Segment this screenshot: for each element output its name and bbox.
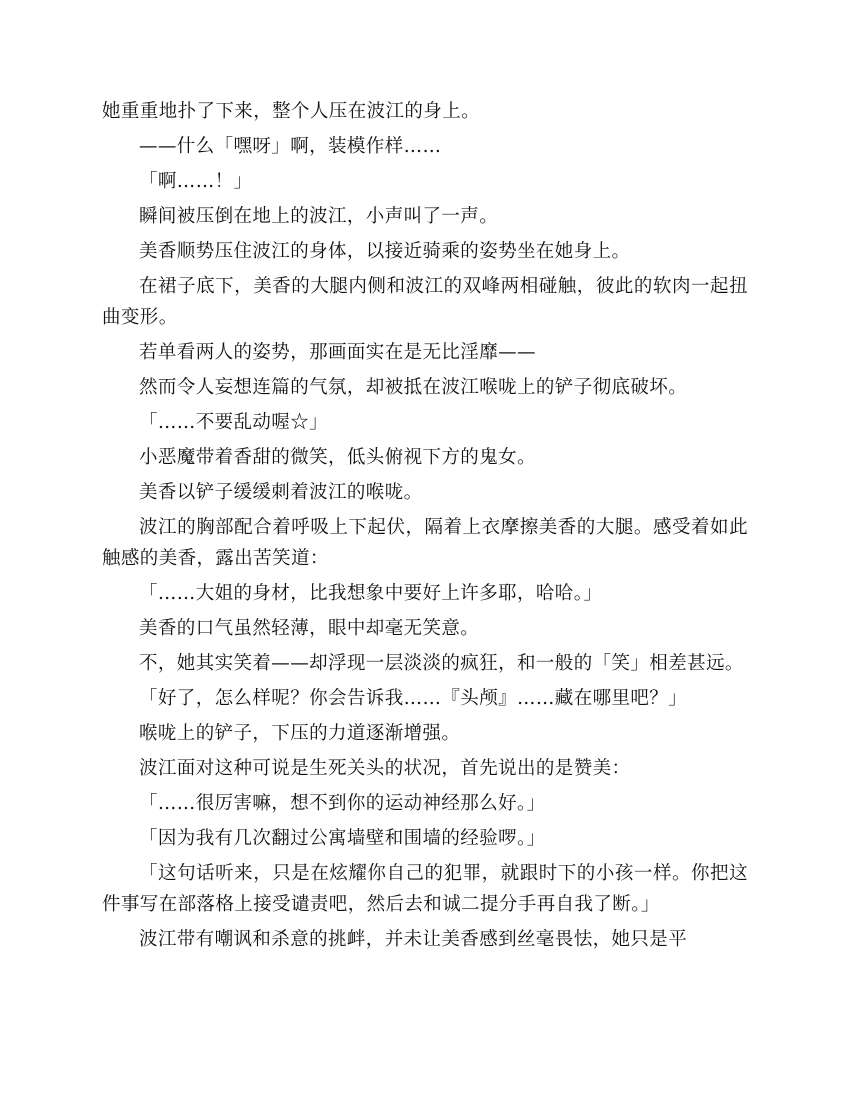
paragraph: 不，她其实笑着——却浮现一层淡淡的疯狂，和一般的「笑」相差甚远。 <box>139 653 744 674</box>
paragraph: 小恶魔带着香甜的微笑，低头俯视下方的鬼女。 <box>139 447 536 468</box>
paragraph: 在裙子底下，美香的大腿内侧和波江的双峰两相碰触，彼此的软肉一起扭曲变形。 <box>102 276 748 328</box>
paragraph: 喉咙上的铲子，下压的力道逐渐增强。 <box>139 723 461 744</box>
paragraph: 美香以铲子缓缓刺着波江的喉咙。 <box>139 482 423 503</box>
paragraph: 「……不要乱动喔☆」 <box>139 412 329 433</box>
paragraph: 然而令人妄想连篇的气氛，却被抵在波江喉咙上的铲子彻底破坏。 <box>139 377 688 398</box>
paragraph: 「……大姐的身材，比我想象中要好上许多耶，哈哈。」 <box>139 583 603 604</box>
document-page <box>102 96 748 959</box>
paragraph: 波江的胸部配合着呼吸上下起伏，隔着上衣摩擦美香的大腿。感受着如此触感的美香，露出苦笑道： <box>102 517 748 569</box>
paragraph: 「……很厉害嘛，想不到你的运动神经那么好。」 <box>139 793 546 814</box>
paragraph: 美香的口气虽然轻薄，眼中却毫无笑意。 <box>139 618 480 639</box>
paragraph: 美香顺势压住波江的身体，以接近骑乘的姿势坐在她身上。 <box>139 241 631 262</box>
paragraph: 瞬间被压倒在地上的波江，小声叫了一声。 <box>139 206 499 227</box>
paragraph: 「啊……！」 <box>139 171 253 192</box>
paragraph: 「这句话听来，只是在炫耀你自己的犯罪，就跟时下的小孩一样。你把这件事写在部落格上接受谴责吧，然后去和诚二提分手再自我了断。」 <box>102 863 748 915</box>
paragraph: 波江带有嘲讽和杀意的挑衅，并未让美香感到丝毫畏怯，她只是平 <box>139 929 688 950</box>
paragraph: 「因为我有几次翻过公寓墙壁和围墙的经验啰。」 <box>139 828 546 849</box>
paragraph: 波江面对这种可说是生死关头的状况，首先说出的是赞美： <box>139 758 631 779</box>
paragraph: ——什么「嘿呀」啊，装模作样…… <box>139 136 442 157</box>
paragraph: 「好了，怎么样呢？你会告诉我……『头颅』……藏在哪里吧？」 <box>139 688 688 709</box>
paragraph: 她重重地扑了下来，整个人压在波江的身上。 <box>102 101 481 122</box>
paragraph: 若单看两人的姿势，那画面实在是无比淫靡—— <box>139 342 536 363</box>
